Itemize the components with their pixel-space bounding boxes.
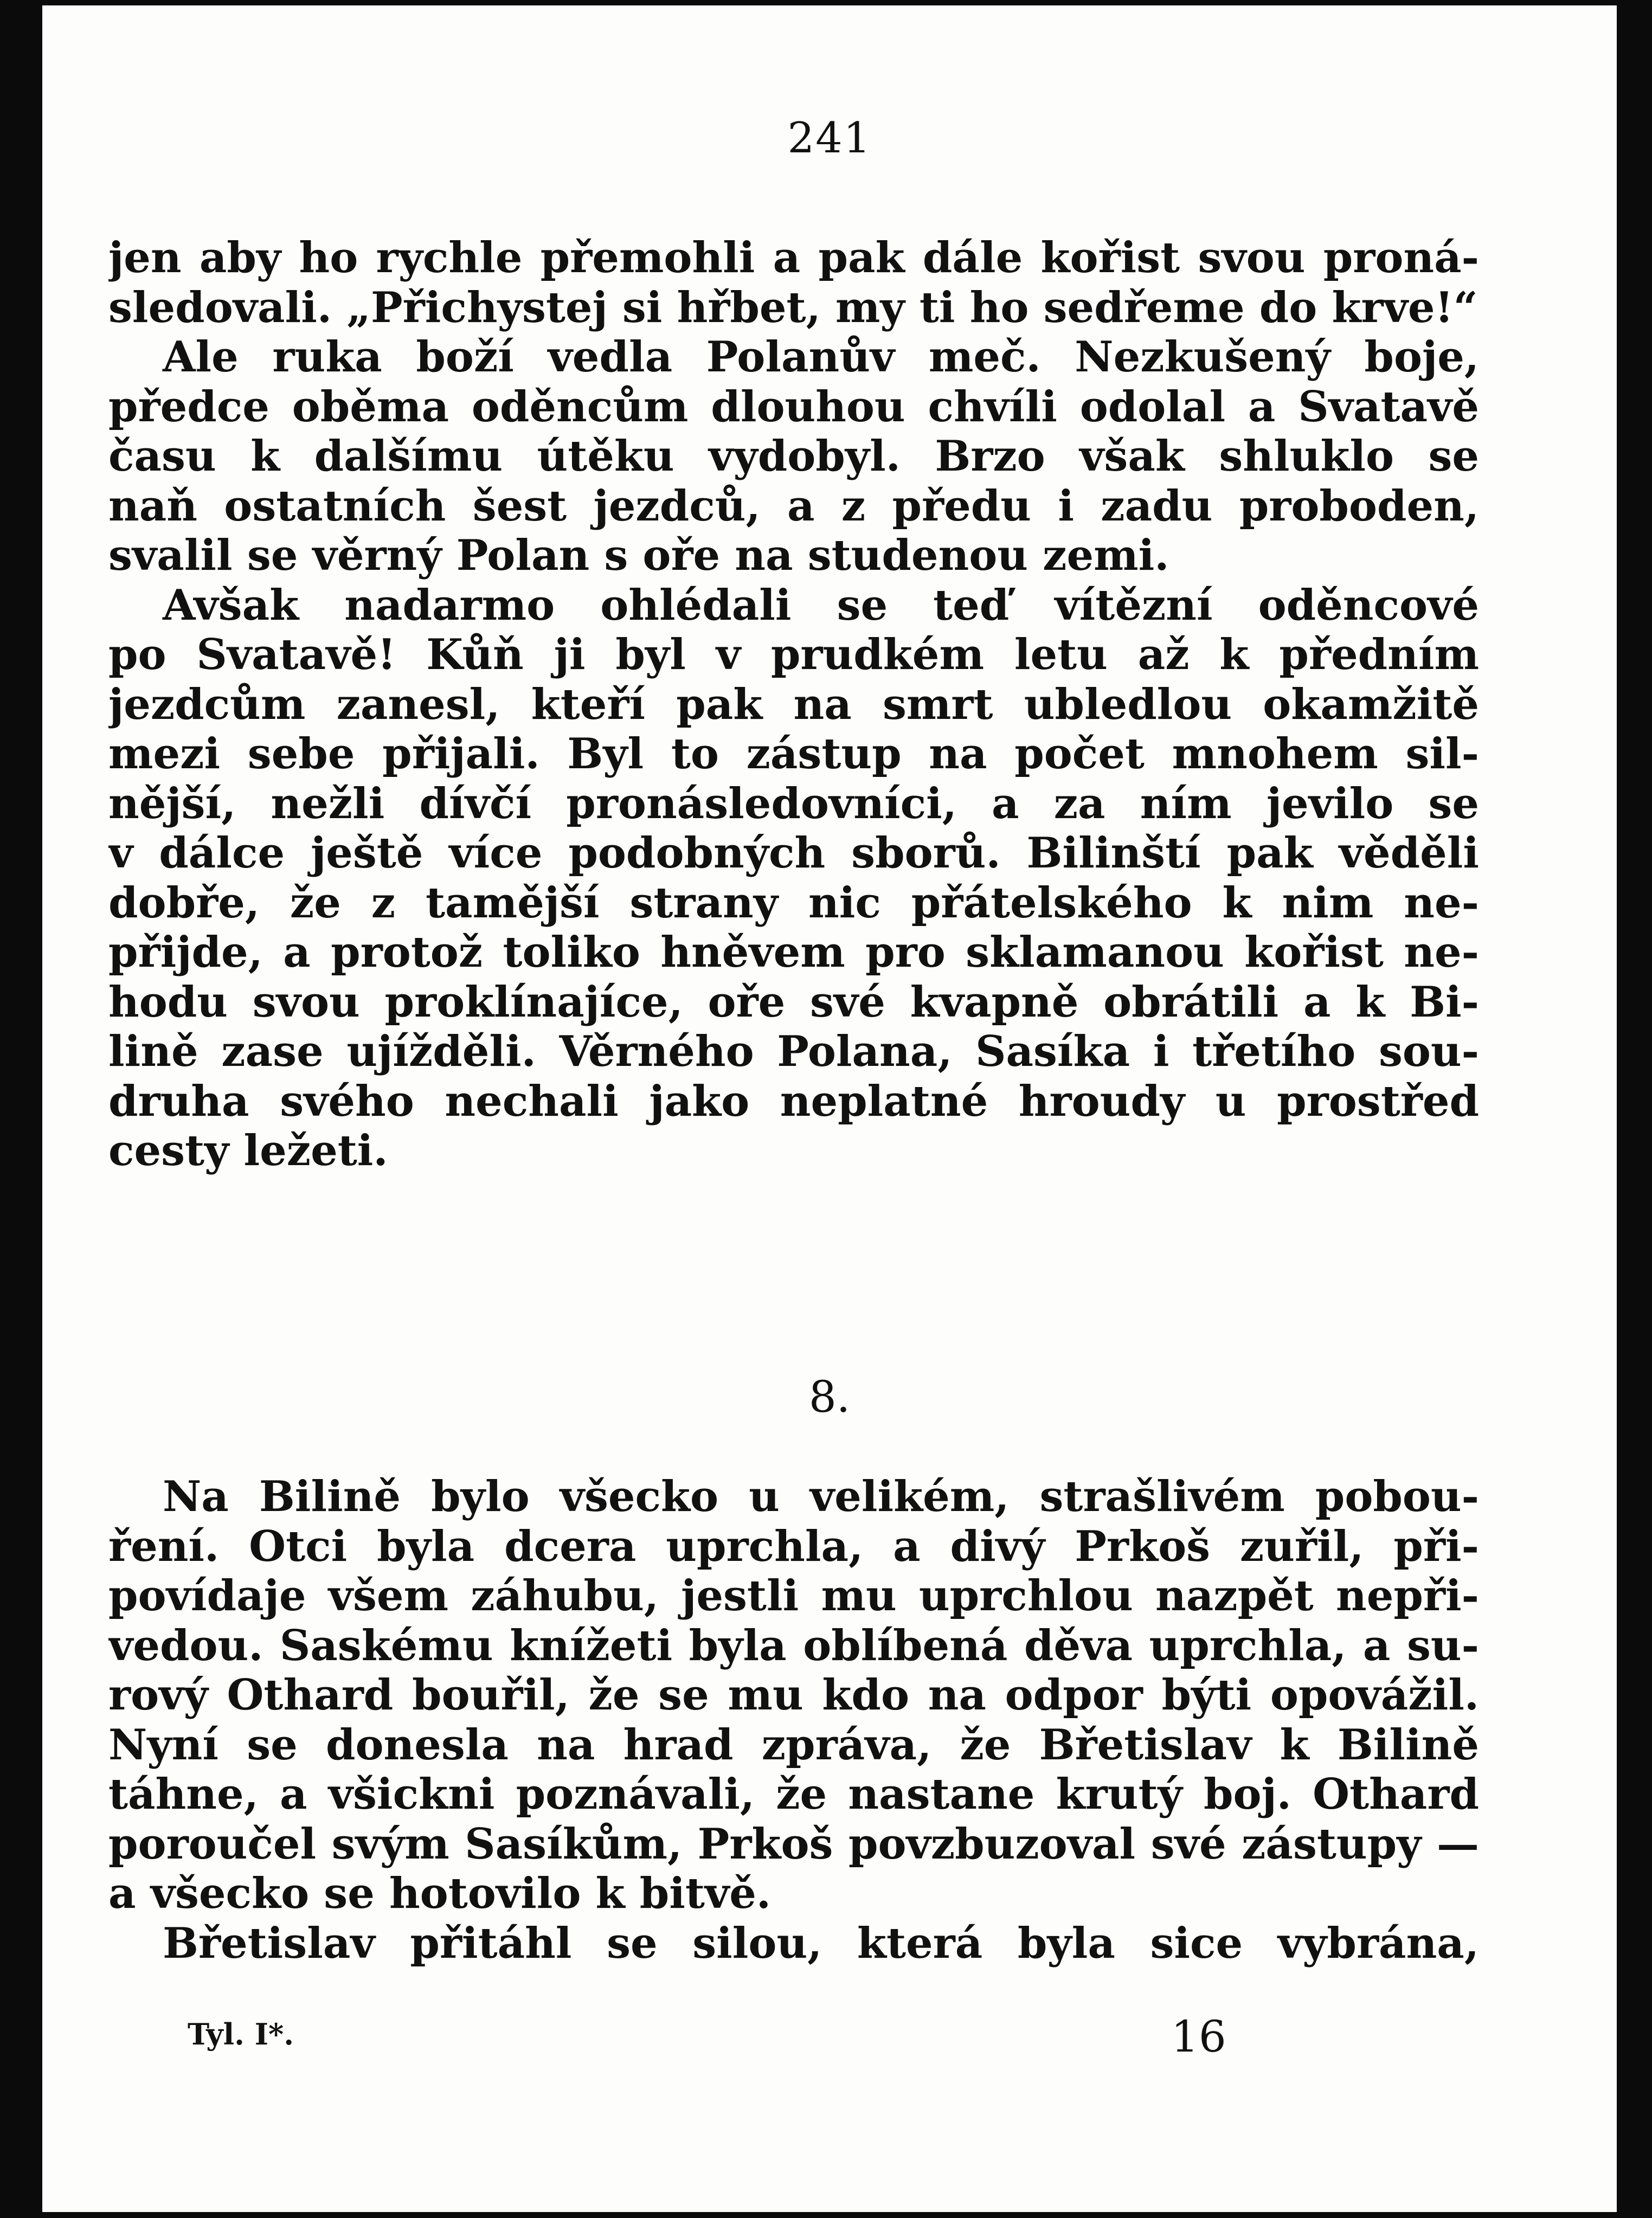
text-line: rový Othard bouřil, že se mu kdo na odpor býti opovážil. <box>108 1670 1479 1720</box>
text-line: Nyní se donesla na hrad zpráva, že Břetislav k Bilině <box>108 1720 1479 1770</box>
section-heading: 8. <box>808 1372 851 1422</box>
text-line: času k dalšímu útěku vydobyl. Brzo však shluklo se <box>108 432 1479 481</box>
text-block-after-section <box>108 1472 1479 1968</box>
text-line: Ale ruka boží vedla Polanův meč. Nezkušený boje, <box>163 332 1479 382</box>
text-line: cesty ležeti. <box>108 1126 388 1175</box>
text-line: dobře, že z tamější strany nic přátelského k nim ne- <box>108 878 1479 928</box>
text-line: po Svatavě! Kůň ji byl v prudkém letu až k předním <box>108 630 1479 679</box>
text-line: hodu svou proklínajíce, oře své kvapně obrátili a k Bi- <box>108 977 1479 1027</box>
text-line: mezi sebe přijali. Byl to zástup na počet mnohem sil- <box>108 729 1479 779</box>
text-line: Avšak nadarmo ohlédali se teď vítězní oděncové <box>163 580 1479 630</box>
text-line: ření. Otci byla dcera uprchla, a divý Prkoš zuřil, při- <box>108 1521 1479 1571</box>
text-line: naň ostatních šest jezdců, a z předu i zadu proboden, <box>108 481 1479 531</box>
text-line: jen aby ho rychle přemohli a pak dále kořist svou proná- <box>108 233 1479 282</box>
text-line: druha svého nechali jako neplatné hroudy u prostřed <box>108 1076 1479 1126</box>
text-line: svalil se věrný Polan s oře na studenou zemi. <box>108 531 1169 580</box>
text-line: Břetislav přitáhl se silou, která byla sice vybrána, <box>163 1918 1479 1968</box>
text-line: přijde, a protož toliko hněvem pro sklamanou kořist ne- <box>108 928 1479 977</box>
printer-signature-mark: Tyl. I*. <box>188 2017 294 2052</box>
text-line: táhne, a všickni poznávali, že nastane krutý boj. Othard <box>108 1770 1479 1819</box>
text-line: Na Bilině bylo všecko u velikém, strašlivém pobou- <box>163 1472 1479 1521</box>
text-line: nější, nežli dívčí pronásledovníci, a za ním jevilo se <box>108 779 1479 828</box>
text-line: předce oběma oděncům dlouhou chvíli odolal a Svatavě <box>108 382 1479 432</box>
text-block-before-section <box>108 233 1479 1176</box>
page-number: 241 <box>787 114 872 163</box>
text-line: poroučel svým Sasíkům, Prkoš povzbuzoval své zástupy — <box>108 1819 1479 1869</box>
text-line: v dálce ještě více podobných sborů. Bilinští pak věděli <box>108 828 1479 878</box>
text-line: povídaje všem záhubu, jestli mu uprchlou nazpět nepři- <box>108 1571 1479 1621</box>
text-line: a všecko se hotovilo k bitvě. <box>108 1869 772 1918</box>
book-page <box>42 5 1617 2212</box>
text-line: jezdcům zanesl, kteří pak na smrt ubledlou okamžitě <box>108 679 1479 729</box>
text-line: sledovali. „Přichystej si hřbet, my ti ho sedřeme do krve!“ <box>108 282 1478 332</box>
text-line: lině zase ujížděli. Věrného Polana, Sasíka i třetího sou- <box>108 1027 1479 1076</box>
sheet-number: 16 <box>1171 2011 1226 2062</box>
text-line: vedou. Saskému knížeti byla oblíbená děva uprchla, a su- <box>108 1621 1479 1670</box>
